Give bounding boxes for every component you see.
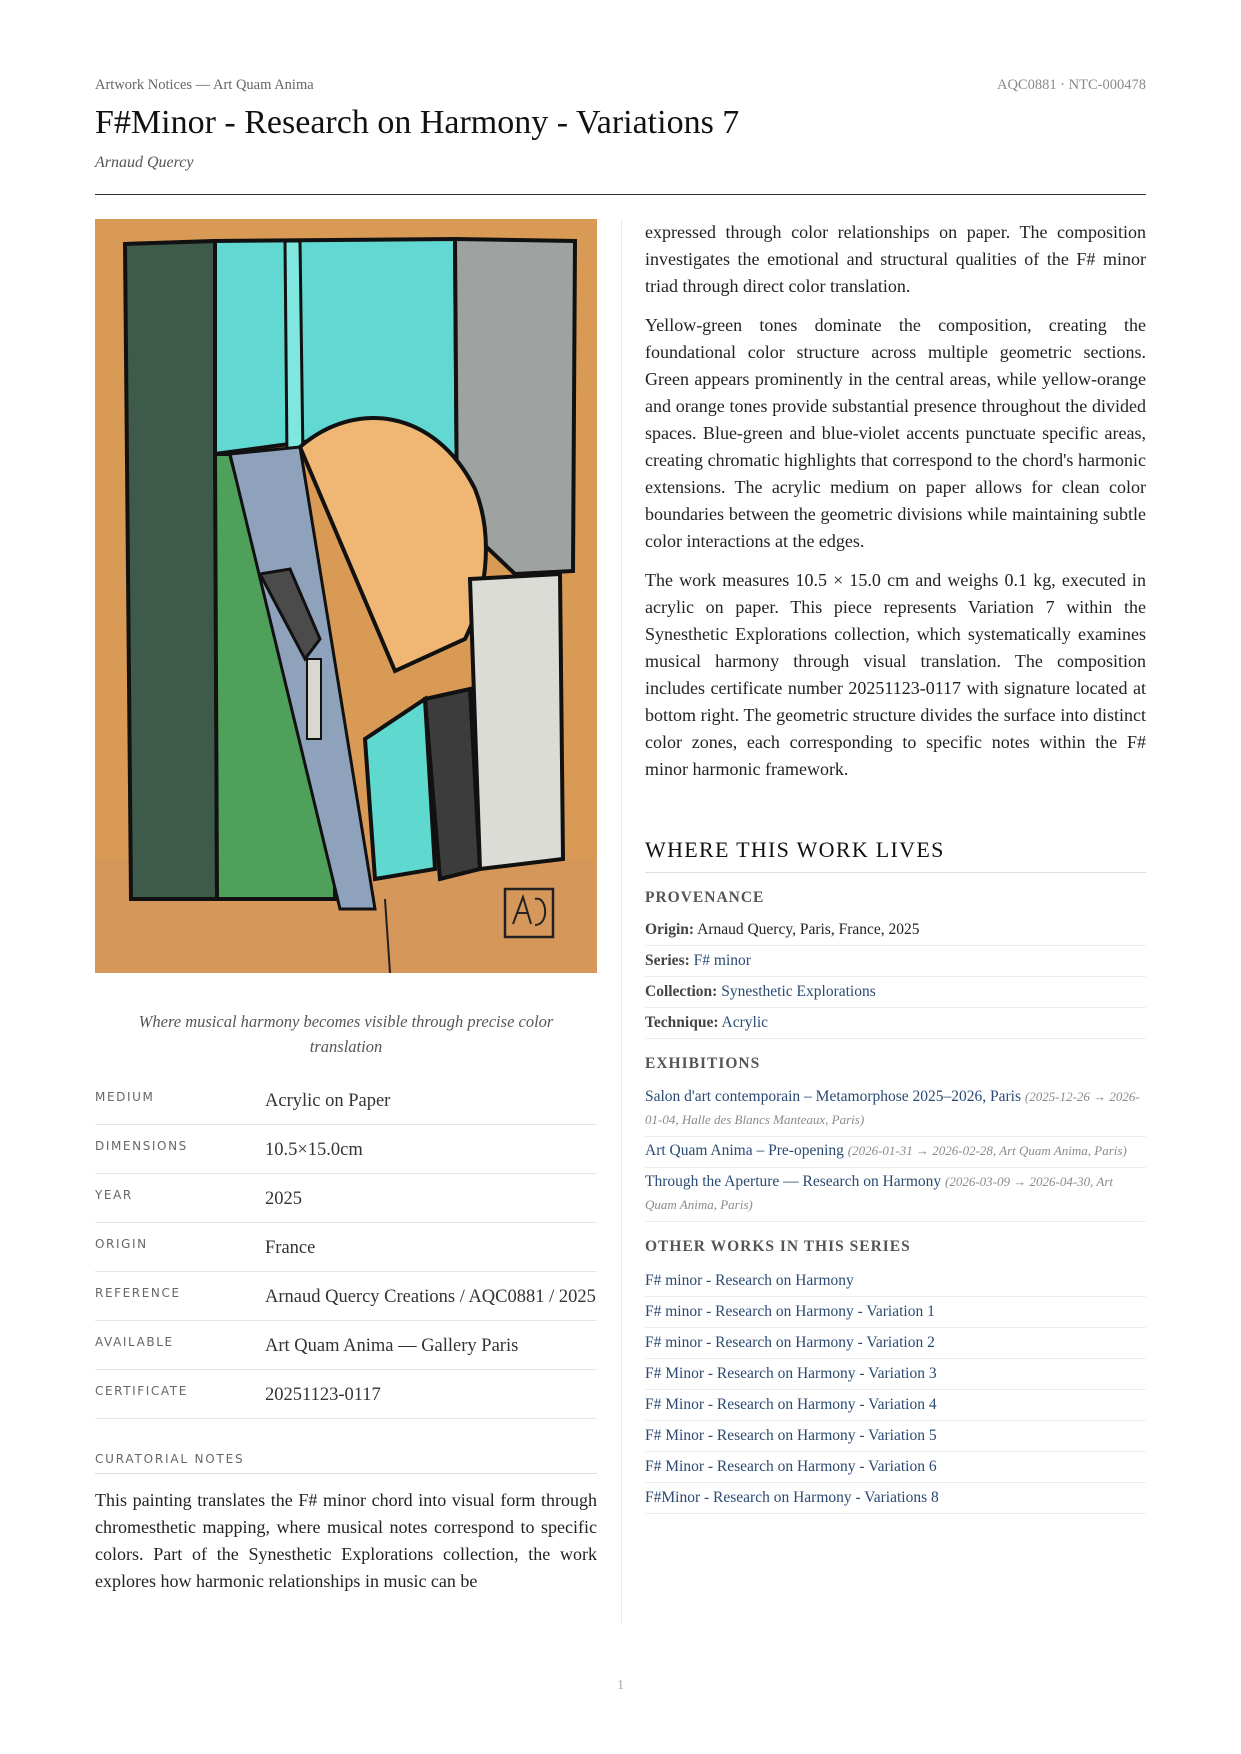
exhibition-link[interactable]: Art Quam Anima – Pre-opening [645,1142,844,1159]
spec-row-medium [95,1076,597,1125]
spec-table [95,1076,597,1419]
series-work-link[interactable]: F# Minor - Research on Harmony - Variation 4 [645,1390,1146,1421]
exhibition-item [645,1083,1146,1137]
provenance-label: Origin: [645,921,695,938]
spec-row-origin [95,1223,597,1272]
exhibition-link[interactable]: Through the Aperture — Research on Harmony [645,1173,942,1190]
artist-name: Arnaud Quercy [95,154,194,171]
provenance-label: Collection: [645,983,718,1000]
body-paragraph: The work measures 10.5 × 15.0 cm and weighs 0.1 kg, executed in acrylic on paper. This piece represents Variation 7 within the Synesthetic Explorations collection, which systematically examines musical harmony through visual translation. The composition includes certificate number 20251123-0117 with signature located at bottom right. The geometric structure divides the surface into distinct color zones, each corresponding to specific notes within the F# minor harmonic framework. [645,570,1146,779]
exhibition-item [645,1137,1146,1168]
left-column [95,219,597,1595]
exhibition-item [645,1168,1146,1222]
spec-row-year [95,1174,597,1223]
exhibition-link[interactable]: Salon d'art contemporain – Metamorphose 2025–2026, Paris [645,1088,1022,1105]
artwork-image [95,219,597,973]
spec-value: Acrylic on Paper [265,1091,391,1111]
page-number: 1 [617,1678,624,1693]
spec-value: 2025 [265,1189,302,1209]
series-link[interactable]: F# minor [693,952,751,969]
spec-row-reference [95,1272,597,1321]
provenance-collection [645,977,1146,1008]
spec-key: DIMENSIONS [95,1139,188,1153]
provenance-list [645,915,1146,1039]
where-heading: WHERE THIS WORK LIVES [645,837,1146,873]
top-line [95,77,1146,94]
spec-row-available [95,1321,597,1370]
provenance-series [645,946,1146,977]
series-works-list [645,1266,1146,1514]
curatorial-heading: CURATORIAL NOTES [95,1452,597,1474]
spec-value: Arnaud Quercy Creations / AQC0881 / 2025 [265,1287,596,1307]
curatorial-text: This painting translates the F# minor chord into visual form through chromesthetic mapping, where musical notes correspond to specific colors. Part of the Synesthetic Explorations collection, the work explores how harmonic relationships in music can be [95,1490,597,1591]
spec-row-dimensions [95,1125,597,1174]
series-work-link[interactable]: F# minor - Research on Harmony [645,1266,1146,1297]
spec-key: CERTIFICATE [95,1384,188,1398]
series-work-link[interactable]: F# minor - Research on Harmony - Variation 1 [645,1297,1146,1328]
provenance-label: Series: [645,952,690,969]
header-rule [95,194,1146,195]
spec-value: Art Quam Anima — Gallery Paris [265,1336,519,1356]
spec-key: REFERENCE [95,1286,181,1300]
spec-row-certificate [95,1370,597,1419]
provenance-origin [645,915,1146,946]
exhibition-meta: (2026-03-09 → 2026-04-30, Art Quam Anima, Paris) [645,1174,1114,1212]
exhibitions-heading: EXHIBITIONS [645,1055,761,1072]
series-work-link[interactable]: F# Minor - Research on Harmony - Variation 6 [645,1452,1146,1483]
exhibitions-list [645,1083,1146,1222]
collection-link[interactable]: Synesthetic Explorations [721,983,876,1000]
right-column [645,219,1146,1514]
series-work-link[interactable]: F# Minor - Research on Harmony - Variation 3 [645,1359,1146,1390]
body-paragraph: expressed through color relationships on paper. The composition investigates the emotional and structural qualities of the F# minor triad through direct color translation. [645,222,1146,296]
provenance-value: Arnaud Quercy, Paris, France, 2025 [697,921,920,938]
provenance-heading: PROVENANCE [645,889,765,906]
spec-value: France [265,1238,316,1258]
spec-key: AVAILABLE [95,1335,174,1349]
technique-link[interactable]: Acrylic [721,1014,769,1031]
column-divider [621,219,622,1625]
image-caption: Where musical harmony becomes visible through precise color translation [138,1012,554,1056]
spec-key: MEDIUM [95,1090,155,1104]
page-title: F#Minor - Research on Harmony - Variations 7 [95,104,740,141]
series-work-link[interactable]: F# Minor - Research on Harmony - Variation 5 [645,1421,1146,1452]
series-works-heading: OTHER WORKS IN THIS SERIES [645,1238,911,1255]
spec-key: ORIGIN [95,1237,148,1251]
series-work-link[interactable]: F# minor - Research on Harmony - Variation 2 [645,1328,1146,1359]
series-work-link[interactable]: F#Minor - Research on Harmony - Variations 8 [645,1483,1146,1514]
exhibition-meta: (2026-01-31 → 2026-02-28, Art Quam Anima, Paris) [847,1143,1127,1158]
provenance-label: Technique: [645,1014,719,1031]
provenance-technique [645,1008,1146,1039]
spec-value: 10.5×15.0cm [265,1140,363,1160]
spec-key: YEAR [95,1188,133,1202]
notice-code: AQC0881 · NTC-000478 [996,77,1146,93]
exhibition-meta: (2025-12-26 → 2026-01-04, Halle des Blancs Manteaux, Paris) [645,1089,1140,1127]
kicker: Artwork Notices — Art Quam Anima [95,77,314,93]
body-paragraph: Yellow-green tones dominate the composition, creating the foundational color structure across multiple geometric sections. Green appears prominently in the central areas, while yellow-orange and orange tones provide substantial presence throughout the divided spaces. Blue-green and blue-violet accents punctuate specific areas, creating chromatic highlights that correspond to the chord's harmonic extensions. The acrylic medium on paper allows for clean color boundaries between the geometric divisions while maintaining subtle color interactions at the edges. [645,315,1146,551]
spec-value: 20251123-0117 [265,1385,381,1405]
